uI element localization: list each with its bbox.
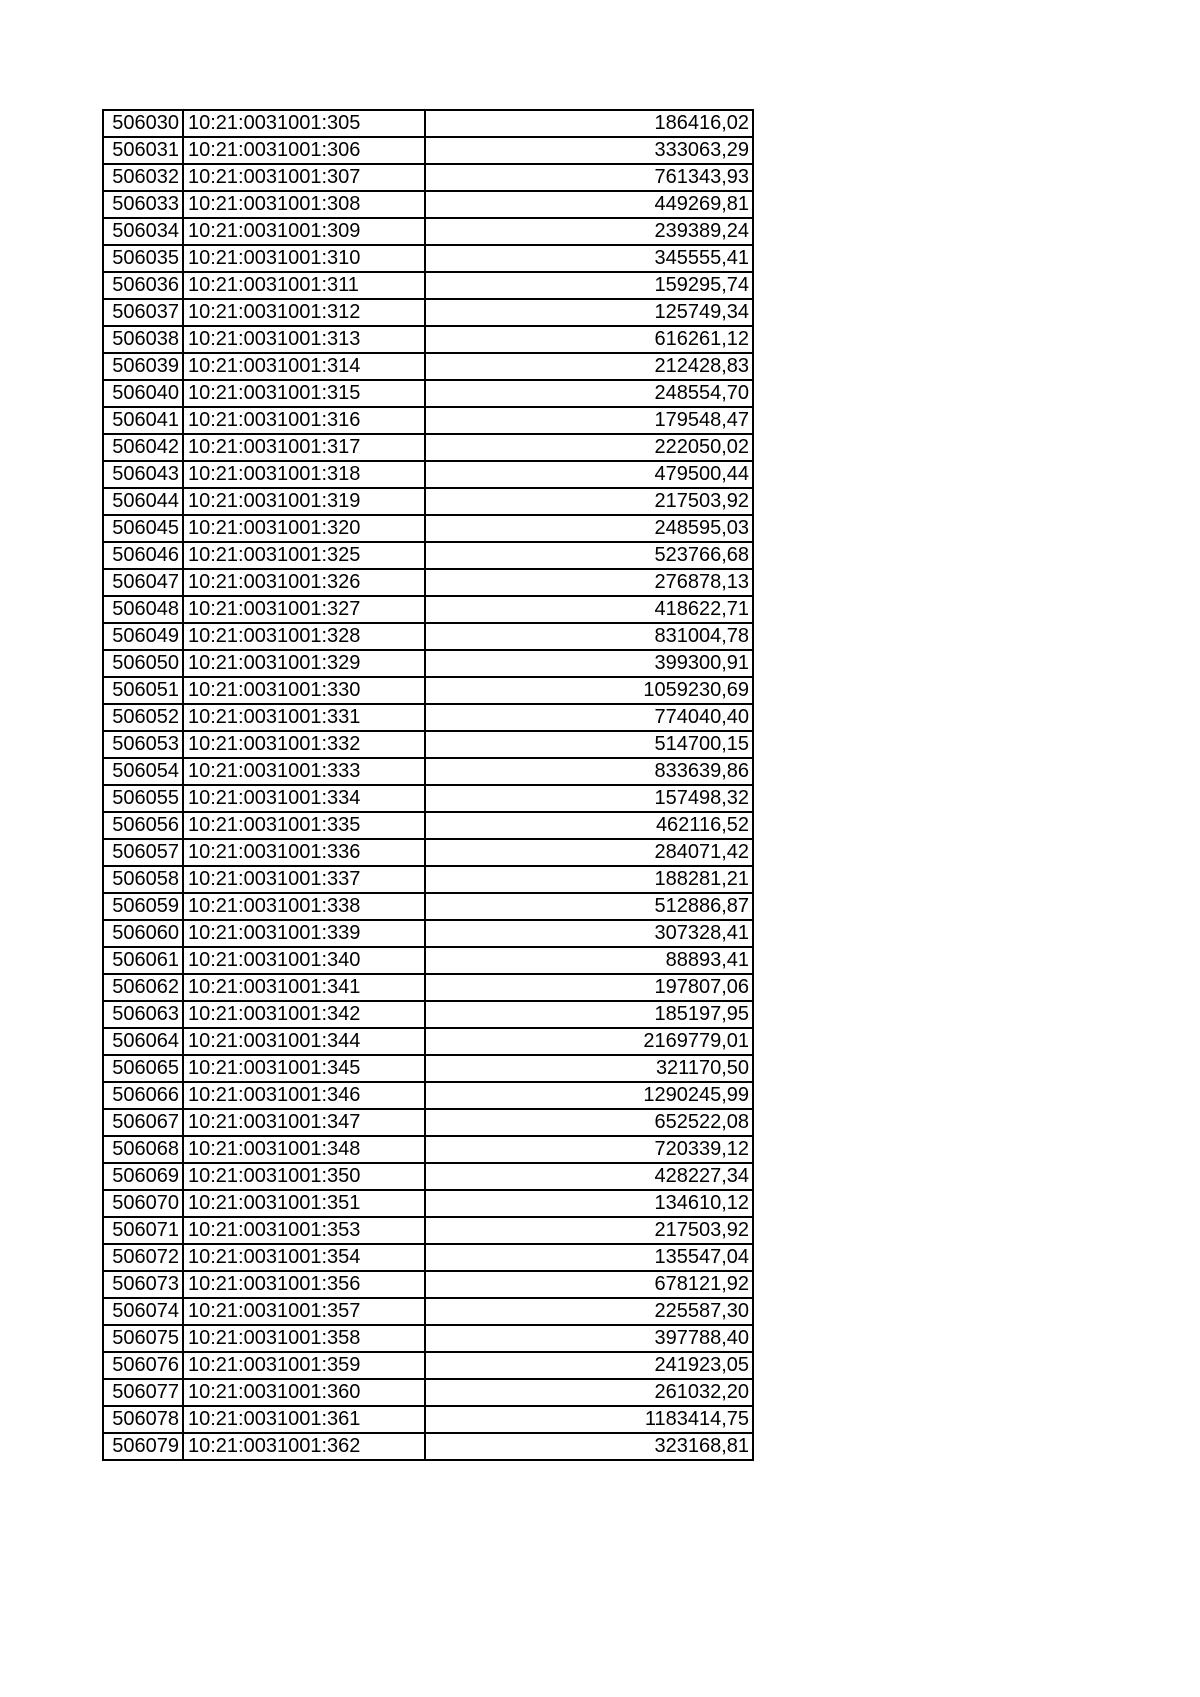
table-row: [103, 623, 753, 650]
cadastral-number-cell: 10:21:0031001:333: [183, 758, 425, 785]
cadastral-number-cell: 10:21:0031001:327: [183, 596, 425, 623]
row-number-cell: 506033: [103, 191, 183, 218]
table-row: [103, 245, 753, 272]
cadastral-number-cell: 10:21:0031001:306: [183, 137, 425, 164]
value-cell: 222050,02: [425, 434, 753, 461]
cadastral-number-cell: 10:21:0031001:331: [183, 704, 425, 731]
value-cell: 134610,12: [425, 1190, 753, 1217]
table-row: [103, 596, 753, 623]
table-row: [103, 1109, 753, 1136]
value-cell: 188281,21: [425, 866, 753, 893]
row-number-cell: 506073: [103, 1271, 183, 1298]
value-cell: 125749,34: [425, 299, 753, 326]
cadastral-number-cell: 10:21:0031001:310: [183, 245, 425, 272]
table-row: [103, 218, 753, 245]
row-number-cell: 506056: [103, 812, 183, 839]
row-number-cell: 506078: [103, 1406, 183, 1433]
table-row: [103, 164, 753, 191]
cadastral-number-cell: 10:21:0031001:338: [183, 893, 425, 920]
row-number-cell: 506060: [103, 920, 183, 947]
table-row: [103, 407, 753, 434]
cadastral-number-cell: 10:21:0031001:358: [183, 1325, 425, 1352]
row-number-cell: 506048: [103, 596, 183, 623]
cadastral-number-cell: 10:21:0031001:314: [183, 353, 425, 380]
table-row: [103, 1190, 753, 1217]
value-cell: 1290245,99: [425, 1082, 753, 1109]
row-number-cell: 506041: [103, 407, 183, 434]
row-number-cell: 506071: [103, 1217, 183, 1244]
table-row: [103, 137, 753, 164]
row-number-cell: 506040: [103, 380, 183, 407]
table-row: [103, 488, 753, 515]
value-cell: 284071,42: [425, 839, 753, 866]
table-row: [103, 299, 753, 326]
table-row: [103, 1028, 753, 1055]
cadastral-number-cell: 10:21:0031001:305: [183, 110, 425, 137]
cadastral-number-cell: 10:21:0031001:341: [183, 974, 425, 1001]
cadastral-number-cell: 10:21:0031001:308: [183, 191, 425, 218]
row-number-cell: 506067: [103, 1109, 183, 1136]
value-cell: 512886,87: [425, 893, 753, 920]
row-number-cell: 506064: [103, 1028, 183, 1055]
cadastral-number-cell: 10:21:0031001:328: [183, 623, 425, 650]
cadastral-number-cell: 10:21:0031001:320: [183, 515, 425, 542]
value-cell: 418622,71: [425, 596, 753, 623]
table-row: [103, 731, 753, 758]
row-number-cell: 506039: [103, 353, 183, 380]
table-row: [103, 1163, 753, 1190]
row-number-cell: 506034: [103, 218, 183, 245]
table-row: [103, 380, 753, 407]
row-number-cell: 506059: [103, 893, 183, 920]
value-cell: 833639,86: [425, 758, 753, 785]
cadastral-number-cell: 10:21:0031001:353: [183, 1217, 425, 1244]
table-row: [103, 974, 753, 1001]
value-cell: 678121,92: [425, 1271, 753, 1298]
table-body: [103, 110, 753, 1460]
row-number-cell: 506045: [103, 515, 183, 542]
row-number-cell: 506051: [103, 677, 183, 704]
row-number-cell: 506044: [103, 488, 183, 515]
value-cell: 761343,93: [425, 164, 753, 191]
value-cell: 261032,20: [425, 1379, 753, 1406]
value-cell: 428227,34: [425, 1163, 753, 1190]
table-row: [103, 839, 753, 866]
row-number-cell: 506076: [103, 1352, 183, 1379]
row-number-cell: 506058: [103, 866, 183, 893]
table-row: [103, 569, 753, 596]
table-row: [103, 1325, 753, 1352]
table-row: [103, 812, 753, 839]
row-number-cell: 506037: [103, 299, 183, 326]
value-cell: 135547,04: [425, 1244, 753, 1271]
value-cell: 248595,03: [425, 515, 753, 542]
row-number-cell: 506052: [103, 704, 183, 731]
table-row: [103, 434, 753, 461]
table-row: [103, 758, 753, 785]
value-cell: 185197,95: [425, 1001, 753, 1028]
row-number-cell: 506066: [103, 1082, 183, 1109]
cadastral-number-cell: 10:21:0031001:340: [183, 947, 425, 974]
cadastral-number-cell: 10:21:0031001:319: [183, 488, 425, 515]
value-cell: 774040,40: [425, 704, 753, 731]
cadastral-number-cell: 10:21:0031001:356: [183, 1271, 425, 1298]
cadastral-number-cell: 10:21:0031001:336: [183, 839, 425, 866]
cadastral-number-cell: 10:21:0031001:325: [183, 542, 425, 569]
table-row: [103, 947, 753, 974]
value-cell: 212428,83: [425, 353, 753, 380]
row-number-cell: 506068: [103, 1136, 183, 1163]
cadastral-number-cell: 10:21:0031001:307: [183, 164, 425, 191]
table-row: [103, 1001, 753, 1028]
cadastral-number-cell: 10:21:0031001:332: [183, 731, 425, 758]
cadastral-number-cell: 10:21:0031001:362: [183, 1433, 425, 1460]
row-number-cell: 506065: [103, 1055, 183, 1082]
value-cell: 397788,40: [425, 1325, 753, 1352]
cadastral-number-cell: 10:21:0031001:326: [183, 569, 425, 596]
value-cell: 248554,70: [425, 380, 753, 407]
cadastral-number-cell: 10:21:0031001:312: [183, 299, 425, 326]
table-row: [103, 785, 753, 812]
row-number-cell: 506074: [103, 1298, 183, 1325]
row-number-cell: 506079: [103, 1433, 183, 1460]
row-number-cell: 506055: [103, 785, 183, 812]
table-row: [103, 1379, 753, 1406]
table-row: [103, 1055, 753, 1082]
value-cell: 276878,13: [425, 569, 753, 596]
value-cell: 720339,12: [425, 1136, 753, 1163]
table-row: [103, 650, 753, 677]
table-row: [103, 677, 753, 704]
value-cell: 239389,24: [425, 218, 753, 245]
cadastral-number-cell: 10:21:0031001:339: [183, 920, 425, 947]
row-number-cell: 506061: [103, 947, 183, 974]
value-cell: 157498,32: [425, 785, 753, 812]
cadastral-number-cell: 10:21:0031001:361: [183, 1406, 425, 1433]
cadastral-number-cell: 10:21:0031001:337: [183, 866, 425, 893]
cadastral-number-cell: 10:21:0031001:360: [183, 1379, 425, 1406]
cadastral-number-cell: 10:21:0031001:351: [183, 1190, 425, 1217]
table-row: [103, 1082, 753, 1109]
value-cell: 345555,41: [425, 245, 753, 272]
cadastral-number-cell: 10:21:0031001:344: [183, 1028, 425, 1055]
row-number-cell: 506049: [103, 623, 183, 650]
value-cell: 186416,02: [425, 110, 753, 137]
value-cell: 449269,81: [425, 191, 753, 218]
table-row: [103, 1244, 753, 1271]
value-cell: 333063,29: [425, 137, 753, 164]
cadastral-number-cell: 10:21:0031001:313: [183, 326, 425, 353]
value-cell: 88893,41: [425, 947, 753, 974]
value-cell: 179548,47: [425, 407, 753, 434]
row-number-cell: 506062: [103, 974, 183, 1001]
table-row: [103, 1298, 753, 1325]
row-number-cell: 506077: [103, 1379, 183, 1406]
value-cell: 225587,30: [425, 1298, 753, 1325]
table-row: [103, 893, 753, 920]
cadastral-number-cell: 10:21:0031001:329: [183, 650, 425, 677]
value-cell: 159295,74: [425, 272, 753, 299]
value-cell: 479500,44: [425, 461, 753, 488]
table-row: [103, 866, 753, 893]
cadastral-number-cell: 10:21:0031001:357: [183, 1298, 425, 1325]
value-cell: 321170,50: [425, 1055, 753, 1082]
row-number-cell: 506042: [103, 434, 183, 461]
row-number-cell: 506057: [103, 839, 183, 866]
value-cell: 2169779,01: [425, 1028, 753, 1055]
table-row: [103, 515, 753, 542]
cadastral-number-cell: 10:21:0031001:350: [183, 1163, 425, 1190]
row-number-cell: 506075: [103, 1325, 183, 1352]
cadastral-number-cell: 10:21:0031001:342: [183, 1001, 425, 1028]
value-cell: 323168,81: [425, 1433, 753, 1460]
table-row: [103, 272, 753, 299]
cadastral-number-cell: 10:21:0031001:348: [183, 1136, 425, 1163]
value-cell: 399300,91: [425, 650, 753, 677]
value-cell: 307328,41: [425, 920, 753, 947]
row-number-cell: 506038: [103, 326, 183, 353]
cadastral-number-cell: 10:21:0031001:345: [183, 1055, 425, 1082]
table-row: [103, 542, 753, 569]
cadastral-number-cell: 10:21:0031001:330: [183, 677, 425, 704]
table-row: [103, 1433, 753, 1460]
row-number-cell: 506072: [103, 1244, 183, 1271]
row-number-cell: 506030: [103, 110, 183, 137]
cadastral-number-cell: 10:21:0031001:346: [183, 1082, 425, 1109]
table-row: [103, 1217, 753, 1244]
cadastral-number-cell: 10:21:0031001:316: [183, 407, 425, 434]
table-row: [103, 353, 753, 380]
row-number-cell: 506053: [103, 731, 183, 758]
cadastral-number-cell: 10:21:0031001:359: [183, 1352, 425, 1379]
value-cell: 652522,08: [425, 1109, 753, 1136]
row-number-cell: 506050: [103, 650, 183, 677]
table-row: [103, 1136, 753, 1163]
table-row: [103, 191, 753, 218]
row-number-cell: 506032: [103, 164, 183, 191]
value-cell: 514700,15: [425, 731, 753, 758]
row-number-cell: 506063: [103, 1001, 183, 1028]
value-cell: 241923,05: [425, 1352, 753, 1379]
row-number-cell: 506046: [103, 542, 183, 569]
value-cell: 1059230,69: [425, 677, 753, 704]
value-cell: 217503,92: [425, 1217, 753, 1244]
cadastral-number-cell: 10:21:0031001:335: [183, 812, 425, 839]
table-row: [103, 326, 753, 353]
row-number-cell: 506070: [103, 1190, 183, 1217]
value-cell: 1183414,75: [425, 1406, 753, 1433]
value-cell: 616261,12: [425, 326, 753, 353]
value-cell: 523766,68: [425, 542, 753, 569]
table-row: [103, 1352, 753, 1379]
table-row: [103, 704, 753, 731]
row-number-cell: 506043: [103, 461, 183, 488]
cadastral-number-cell: 10:21:0031001:318: [183, 461, 425, 488]
cadastral-number-cell: 10:21:0031001:311: [183, 272, 425, 299]
row-number-cell: 506069: [103, 1163, 183, 1190]
row-number-cell: 506031: [103, 137, 183, 164]
cadastral-number-cell: 10:21:0031001:317: [183, 434, 425, 461]
cadastral-number-cell: 10:21:0031001:354: [183, 1244, 425, 1271]
data-table: [102, 109, 754, 1461]
cadastral-number-cell: 10:21:0031001:315: [183, 380, 425, 407]
row-number-cell: 506047: [103, 569, 183, 596]
value-cell: 217503,92: [425, 488, 753, 515]
table-row: [103, 461, 753, 488]
table-row: [103, 110, 753, 137]
table-row: [103, 1271, 753, 1298]
cadastral-number-cell: 10:21:0031001:309: [183, 218, 425, 245]
value-cell: 197807,06: [425, 974, 753, 1001]
cadastral-number-cell: 10:21:0031001:347: [183, 1109, 425, 1136]
value-cell: 462116,52: [425, 812, 753, 839]
table-row: [103, 920, 753, 947]
row-number-cell: 506036: [103, 272, 183, 299]
row-number-cell: 506054: [103, 758, 183, 785]
cadastral-number-cell: 10:21:0031001:334: [183, 785, 425, 812]
row-number-cell: 506035: [103, 245, 183, 272]
table-row: [103, 1406, 753, 1433]
value-cell: 831004,78: [425, 623, 753, 650]
